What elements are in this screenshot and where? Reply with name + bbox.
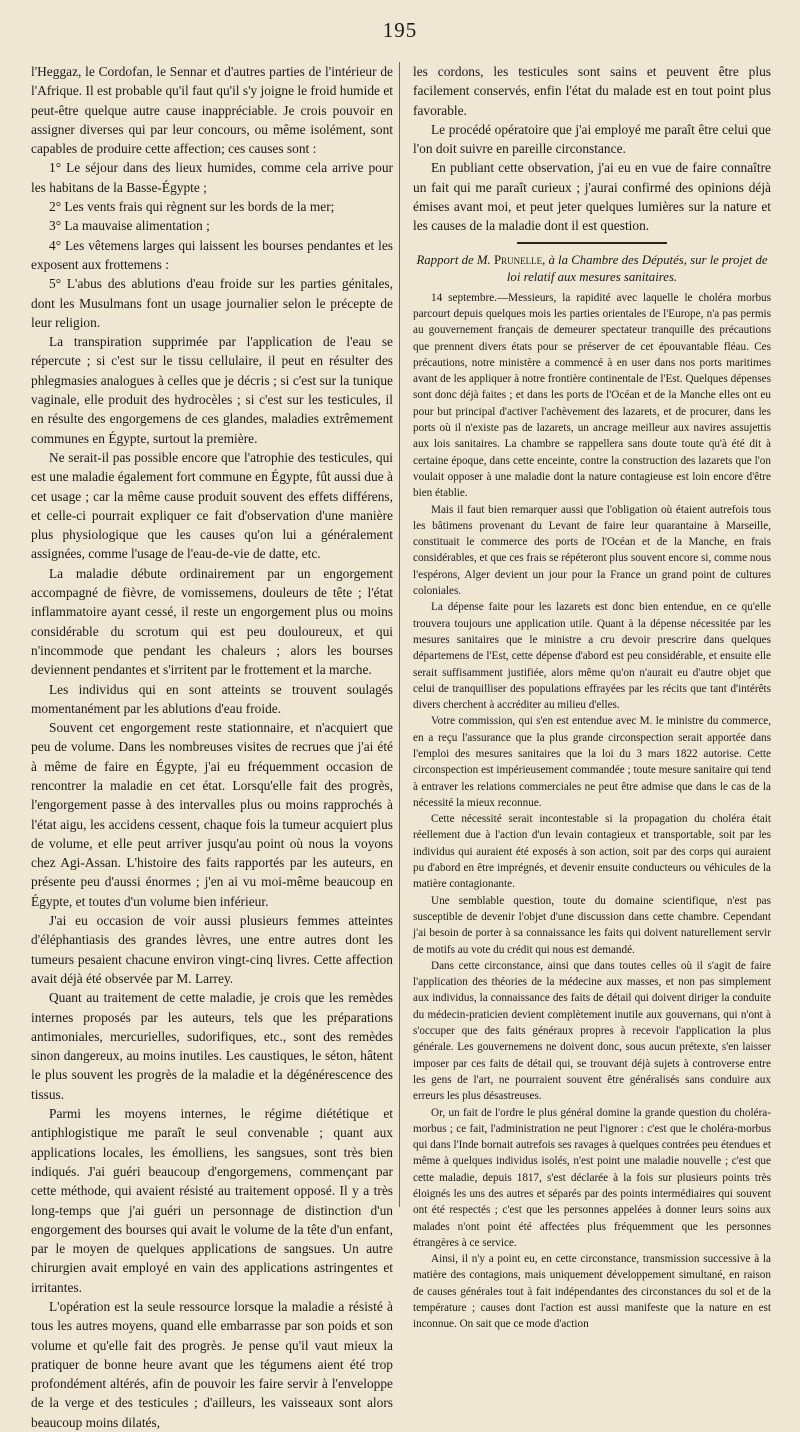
left-paragraph-14: Parmi les moyens internes, le régime diététique et antiphlogistique me paraît le seul convenable ; quant aux applications locales, les émolliens, les sangsues, sont très bien indiqués. J'ai guéri beaucoup d'engorgemens, commençant par cette méthode, qui avaient résisté au traitement opposé. Il y a très long-temps que j'ai guéri un personnage de distinction d'un engorgement des bourses qui avait le volume de la tête d'un enfant, par le moyen de quelques applications de sangsues. Un autre chirurgien avait employé en vain des applications astringentes et irritantes. — [31, 1106, 393, 1295]
report-title-name: Prunelle — [493, 252, 543, 267]
report-paragraph-5: Cette nécessité serait incontestable si la propagation du choléra était réellement due à l'action d'un levain contagieux et transportable, soit par les individus qui auraient été exposés à son action, soit par des corps qui auraient pu d'abord en être imprégnés, et devenir ensuite conducteurs ou véhicules de la matière contagionante. — [413, 813, 771, 891]
report-title-prefix: Rapport de M. — [416, 252, 491, 267]
column-divider — [399, 62, 400, 1207]
report-body — [413, 290, 771, 1333]
report-paragraph-1: 14 septembre.—Messieurs, la rapidité avec laquelle le choléra morbus parcourt depuis quelques mois les parties orientales de l'Europe, n'a pas permis au gouvernement français de demeurer spectateur tranquille des précautions que prennent divers états pour se préserver de cet épouvantable fléau. Ces précautions, notre ministère a commencé à en user dans nos ports maritimes avant de les appliquer à notre frontière continentale de l'Est. Quelques dépenses sont donc déjà faites ; et dans les ports de l'Océan et de la Manche elles ont eu pour but principal d'activer l'achèvement des lazarets, et de procurer, dans les ports où il n'existe pas de lazarets, un ancrage meilleur aux navires assujettis aux lois sanitaires. La chambre se rappellera sans doute toute qu'à été dit à certaine époque, dans cette enceinte, contre la construction des lazarets que l'on voulait opposer à une maladie dont la nature contagieuse est loin encore d'être bien établie. — [413, 291, 771, 500]
left-paragraph-10: Les individus qui en sont atteints se trouvent soulagés momentanément par les ablutions d'eau froide. — [31, 681, 393, 716]
report-paragraph-4: Votre commission, qui s'en est entendue avec M. le ministre du commerce, en a reçu l'assurance que la plus grande circonspection serait apportée dans l'emploi des mesures sanitaires que la loi du 3 mars 1822 autorise. Cette circonspection est impérieusement commandée ; toute mesure sanitaire qui tend à entraver les relations commerciales ne peut être admise que dans le cas de la nécessité la mieux reconnue. — [413, 715, 771, 809]
report-paragraph-8: Or, un fait de l'ordre le plus général domine la grande question du choléra-morbus ; ce fait, l'administration ne peut l'ignorer : c'est que le choléra-morbus qui dans l'Inde bornait autrefois ses ravages à quelques contrées peu étendues et même à quelques individus isolés, n'est point une maladie nouvelle ; c'est que cette maladie, depuis 1817, s'est déclarée à la fois sur plusieurs points très éloignés les uns des autres et séparés par des points intermédiaires qui souvent ont été respectés ; c'est que les personnes appelées à donner leurs soins aux malades n'ont point été affectées plus fréquemment que les personnes étrangères à ce service. — [413, 1106, 771, 1249]
left-paragraph-12: J'ai eu occasion de voir aussi plusieurs femmes atteintes d'éléphantiasis des grandes lèvres, une entre autres dont les tumeurs pesaient chacune environ vingt-cinq livres. Cette affection avait déjà été observée par M. Larrey. — [31, 913, 393, 986]
cause-item-4: 4° Les vêtemens larges qui laissent les bourses pendantes et les exposent aux frottemens : — [31, 237, 393, 272]
report-paragraph-2: Mais il faut bien remarquer aussi que l'obligation où étaient autrefois tous les bâtimens provenant du Levant de faire leur quarantaine à Marseille, constituait le commerce des ports de l'Océan et de la Manche, en frais considérables, et que ces frais se répéteront plus souvent encore si, comme nous l'espérons, Alger devient un jour pour la France un grand point de cultures coloniales. — [413, 503, 771, 598]
cause-item-2: 2° Les vents frais qui règnent sur les bords de la mer; — [49, 199, 335, 215]
page-number: 195 — [382, 18, 418, 42]
cause-item-3: 3° La mauvaise alimentation ; — [49, 218, 210, 234]
section-rule — [517, 242, 667, 244]
report-title-rest: , à la Chambre des Députés, sur le projet de loi relatif aux mesures sanitaires. — [506, 252, 768, 284]
report-paragraph-6: Une semblable question, toute du domaine scientifique, n'est pas susceptible de devenir l'objet d'une discussion dans cette chambre. Cependant j'ai besoin de porter à sa connaissance les faits qui doivent naturellement servir de motifs au vote du crédit qui nous est demandé. — [413, 894, 771, 956]
right-paragraph-2: Le procédé opératoire que j'ai employé me paraît être celui que l'on doit suivre en pareille circonstance. — [413, 121, 771, 157]
report-paragraph-9: Ainsi, il n'y a point eu, en cette circonstance, transmission successive à la matière des contagions, mais uniquement développement simultané, en raison de causes générales tout à fait indépendantes des circonstances du sol et de la température ; causes dont l'action est aussi manifeste que la nature en est inconnue. On sait que ce mode d'action — [413, 1253, 771, 1331]
report-paragraph-3: La dépense faite pour les lazarets est donc bien entendue, en ce qu'elle trouvera toujours une application utile. Quant à la dépense nécessitée par les mesures sanitaires que le ministre a cru devoir prescrire dans quelques départemens de l'Est, cette dépense d'abord est peu considérable, et ensuite elle serait suffisamment justifiée, alors même qu'on n'aurait eu d'autre objet que celui de tranquilliser des populations effrayées par les récits que tant d'intérêts divers cherchent à accréditer au milieu d'elles. — [413, 601, 771, 712]
left-paragraph-13: Quant au traitement de cette maladie, je crois que les remèdes internes proposés par les auteurs, tels que les préparations antimoniales, mercurielles, sudorifiques, etc., sont des remèdes sinon dangereux, au moins inutiles. Les caustiques, le séton, hâtent le plus souvent les progrès de la maladie et la dégénérescence des tissus. — [31, 990, 393, 1102]
left-paragraph-7: La transpiration supprimée par l'application de l'eau se répercute ; si c'est sur le tissu cellulaire, il peut en résulter des phlegmasies analogues à celles que je décris ; si c'est sur la tunique vaginale, elle produit des hydrocèles ; si c'est sur les testicules, il en résulte des engorgemens de ces glandes, maladies extrêmement communes en Égypte, surtout la première. — [31, 334, 393, 446]
cause-item-1: 1° Le séjour dans des lieux humides, comme cela arrive pour les habitans de la Basse-Égypte ; — [31, 160, 393, 195]
left-paragraph-1: l'Heggaz, le Cordofan, le Sennar et d'autres parties de l'intérieur de l'Afrique. Il est probable qu'il faut qu'il s'y joigne le froid humide et peut-être quelque autre cause inappréciable. Je crois pouvoir en assigner diverses qui par leur concours, ou même isolément, sont capables de produire cette affection; ces causes sont : — [31, 64, 393, 157]
right-paragraph-1: les cordons, les testicules sont sains et peuvent être plus facilement conservés, enfin l'état du malade est en tout point plus favorable. — [413, 64, 771, 118]
left-column — [31, 62, 393, 1432]
report-paragraph-7: Dans cette circonstance, ainsi que dans toutes celles où il s'agit de faire l'application des théories de la médecine aux masses, et non pas simplement aux individus, la connaissance des faits de détail qui doivent diriger la conduite du médecin-praticien devient complètement inutile aux gouvernans, qui n'ont à s'occuper que des faits généraux propres à recevoir l'application la plus générale. Les gouvernemens ne doivent donc, sous aucun prétexte, s'en laisser imposer par ces faits de détail qui, se trouvant déjà sujets à controverse entre les gens de l'art, ne pourraient souvent être généralisés sans conduire aux erreurs les plus désastreuses. — [413, 959, 771, 1103]
right-column — [413, 62, 771, 1333]
report-title — [413, 252, 771, 286]
left-paragraph-8: Ne serait-il pas possible encore que l'atrophie des testicules, qui est une maladie également fort commune en Égypte, fût aussi due à cet usage ; car la même cause produit souvent des effets différens, et celle-ci pourrait expliquer ce fait d'observation d'une manière plus physiologique que les causes qu'on lui a généralement assignées, comme l'usage de l'eau-de-vie de datte, etc. — [31, 449, 393, 562]
left-paragraph-9: La maladie débute ordinairement par un engorgement accompagné de fièvre, de vomissemens, douleurs de tête ; l'état inflammatoire ayant cessé, il reste un engorgement plus ou moins considérable du scrotum qui est peu douloureux, et qui n'incommode que pendant les chaleurs ; alors les bourses deviennent pendantes et s'irritent par le frottement et la marche. — [31, 565, 393, 678]
right-paragraph-3: En publiant cette observation, j'ai eu en vue de faire connaître un fait qui me paraît curieux ; j'aurai confirmé des opinions déjà émises avant moi, et peut jeter quelques lumières sur la nature et les causes de la maladie dont il est question. — [413, 160, 771, 234]
left-paragraph-15: L'opération est la seule ressource lorsque la maladie a résisté à tous les autres moyens, quand elle embarrasse par son poids et son volume et qu'elle fait des progrès. Je pense qu'il vaut mieux la pratiquer de bonne heure avant que les tégumens aient été trop profondément altérés, afin de pouvoir les faire servir à l'enveloppe de la verge et des testicules ; d'ailleurs, les vaisseaux sont alors beaucoup moins dilatés, — [31, 1299, 393, 1430]
cause-item-5: 5° L'abus des ablutions d'eau froide sur les parties génitales, dont les Musulmans font un usage journalier selon le précepte de leur religion. — [31, 276, 393, 330]
left-paragraph-11: Souvent cet engorgement reste stationnaire, et n'acquiert que peu de volume. Dans les nombreuses visites de recrues que j'ai été à même de faire en Égypte, j'ai eu fréquemment occasion de rencontrer la maladie en cet état. Lorsqu'elle fait des progrès, l'engorgement passe à des intervalles plus ou moins rapprochés à l'état aigu, les accidens cessent, chaque fois la tumeur acquiert plus de volume, et elle peut arriver jusqu'au point où nous la voyons chez Agi-Assan. L'histoire des faits rapportés par les auteurs, en présente peu d'aussi énormes ; j'en ai vu moi-même beaucoup en Égypte, et toutes d'un volume bien inférieur. — [31, 720, 393, 909]
